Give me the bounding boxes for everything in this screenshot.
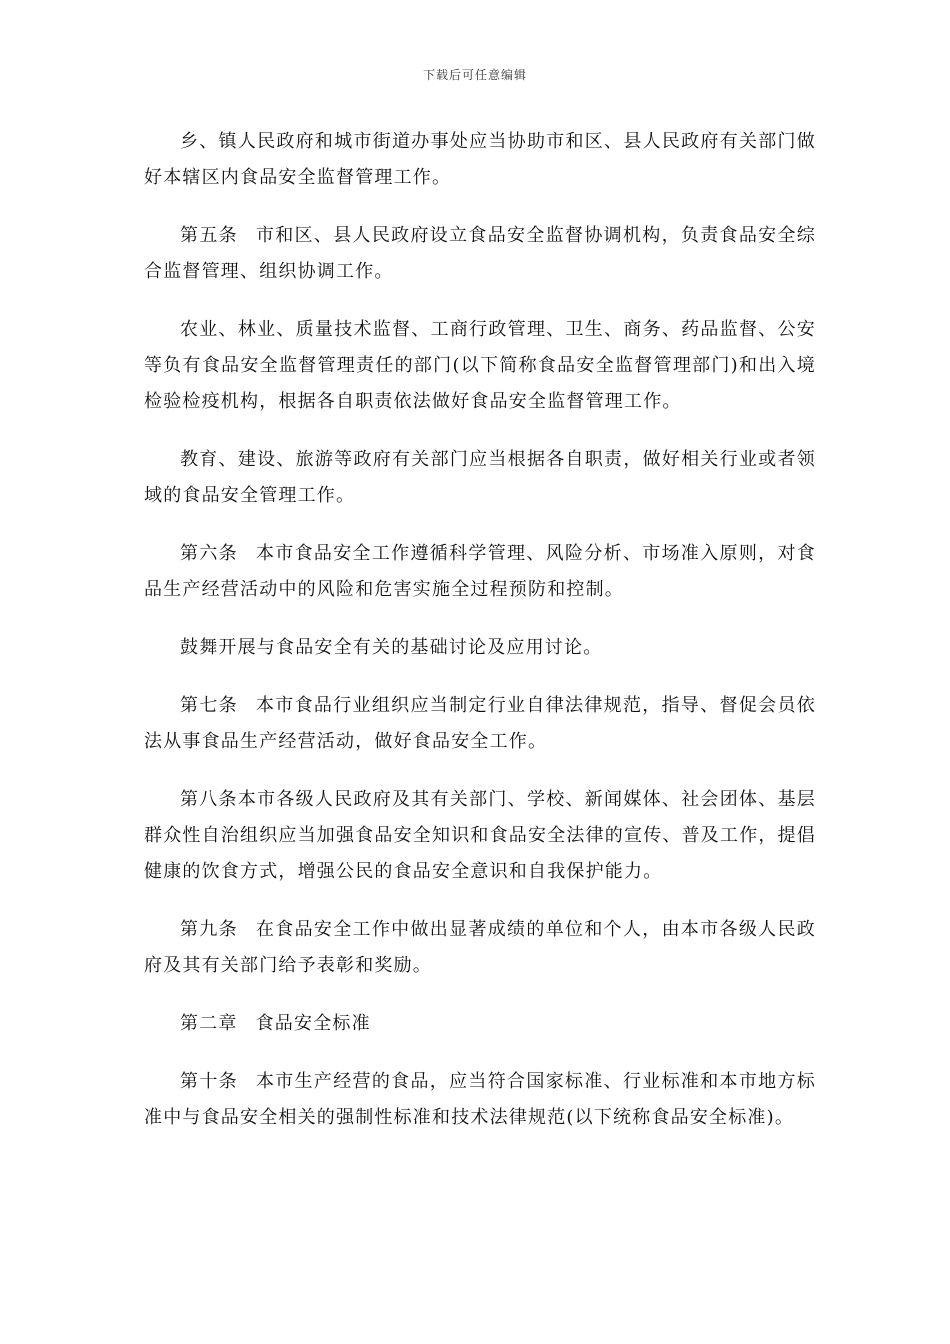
article-label: 第七条 — [180, 695, 238, 716]
paragraph-text: 鼓舞开展与食品安全有关的基础讨论及应用讨论。 — [180, 637, 603, 658]
paragraph-text: 本市生产经营的食品，应当符合国家标准、行业标准和本市地方标准中与食品安全相关的强制性标准和技术法律规范(以下统称食品安全标准)。 — [144, 1071, 816, 1128]
paragraph-article-9 — [144, 912, 816, 984]
paragraph-6 — [144, 630, 816, 666]
paragraph-text: 本市食品行业组织应当制定行业自律法律规范，指导、督促会员依法从事食品生产经营活动，做好食品安全工作。 — [144, 695, 816, 752]
article-label: 第九条 — [180, 919, 238, 940]
paragraph-text: 教育、建设、旅游等政府有关部门应当根据各自职责，做好相关行业或者领域的食品安全管理工作。 — [144, 449, 816, 506]
paragraph-article-7 — [144, 688, 816, 760]
paragraph-article-10 — [144, 1064, 816, 1136]
chapter-title: 食品安全标准 — [255, 1013, 371, 1034]
paragraph-article-8 — [144, 782, 816, 890]
paragraph-4 — [144, 442, 816, 514]
paragraph-text: 本市食品安全工作遵循科学管理、风险分析、市场准入原则，对食品生产经营活动中的风险和危害实施全过程预防和控制。 — [144, 543, 816, 600]
article-label: 第五条 — [180, 225, 238, 246]
paragraph-1 — [144, 124, 816, 196]
article-label: 第十条 — [180, 1071, 238, 1092]
paragraph-3 — [144, 312, 816, 420]
paragraph-text: 第八条本市各级人民政府及其有关部门、学校、新闻媒体、社会团体、基层群众性自治组织应当加强食品安全知识和食品安全法律的宣传、普及工作，提倡健康的饮食方式，增强公民的食品安全意识和自我保护能力。 — [144, 789, 816, 882]
chapter-heading — [144, 1006, 816, 1042]
paragraph-text: 乡、镇人民政府和城市街道办事处应当协助市和区、县人民政府有关部门做好本辖区内食品安全监督管理工作。 — [144, 131, 816, 188]
page-header: 下载后可任意编辑 — [422, 68, 527, 82]
chapter-label: 第二章 — [180, 1013, 238, 1034]
paragraph-text: 在食品安全工作中做出显著成绩的单位和个人，由本市各级人民政府及其有关部门给予表彰和奖励。 — [144, 919, 816, 976]
document-body — [144, 124, 816, 1158]
article-label: 第六条 — [180, 543, 238, 564]
paragraph-text: 市和区、县人民政府设立食品安全监督协调机构，负责食品安全综合监督管理、组织协调工作。 — [144, 225, 816, 282]
paragraph-article-5 — [144, 218, 816, 290]
paragraph-article-6 — [144, 536, 816, 608]
paragraph-text: 农业、林业、质量技术监督、工商行政管理、卫生、商务、药品监督、公安等负有食品安全监督管理责任的部门(以下简称食品安全监督管理部门)和出入境检验检疫机构，根据各自职责依法做好食品安全监督管理工作。 — [144, 319, 816, 412]
